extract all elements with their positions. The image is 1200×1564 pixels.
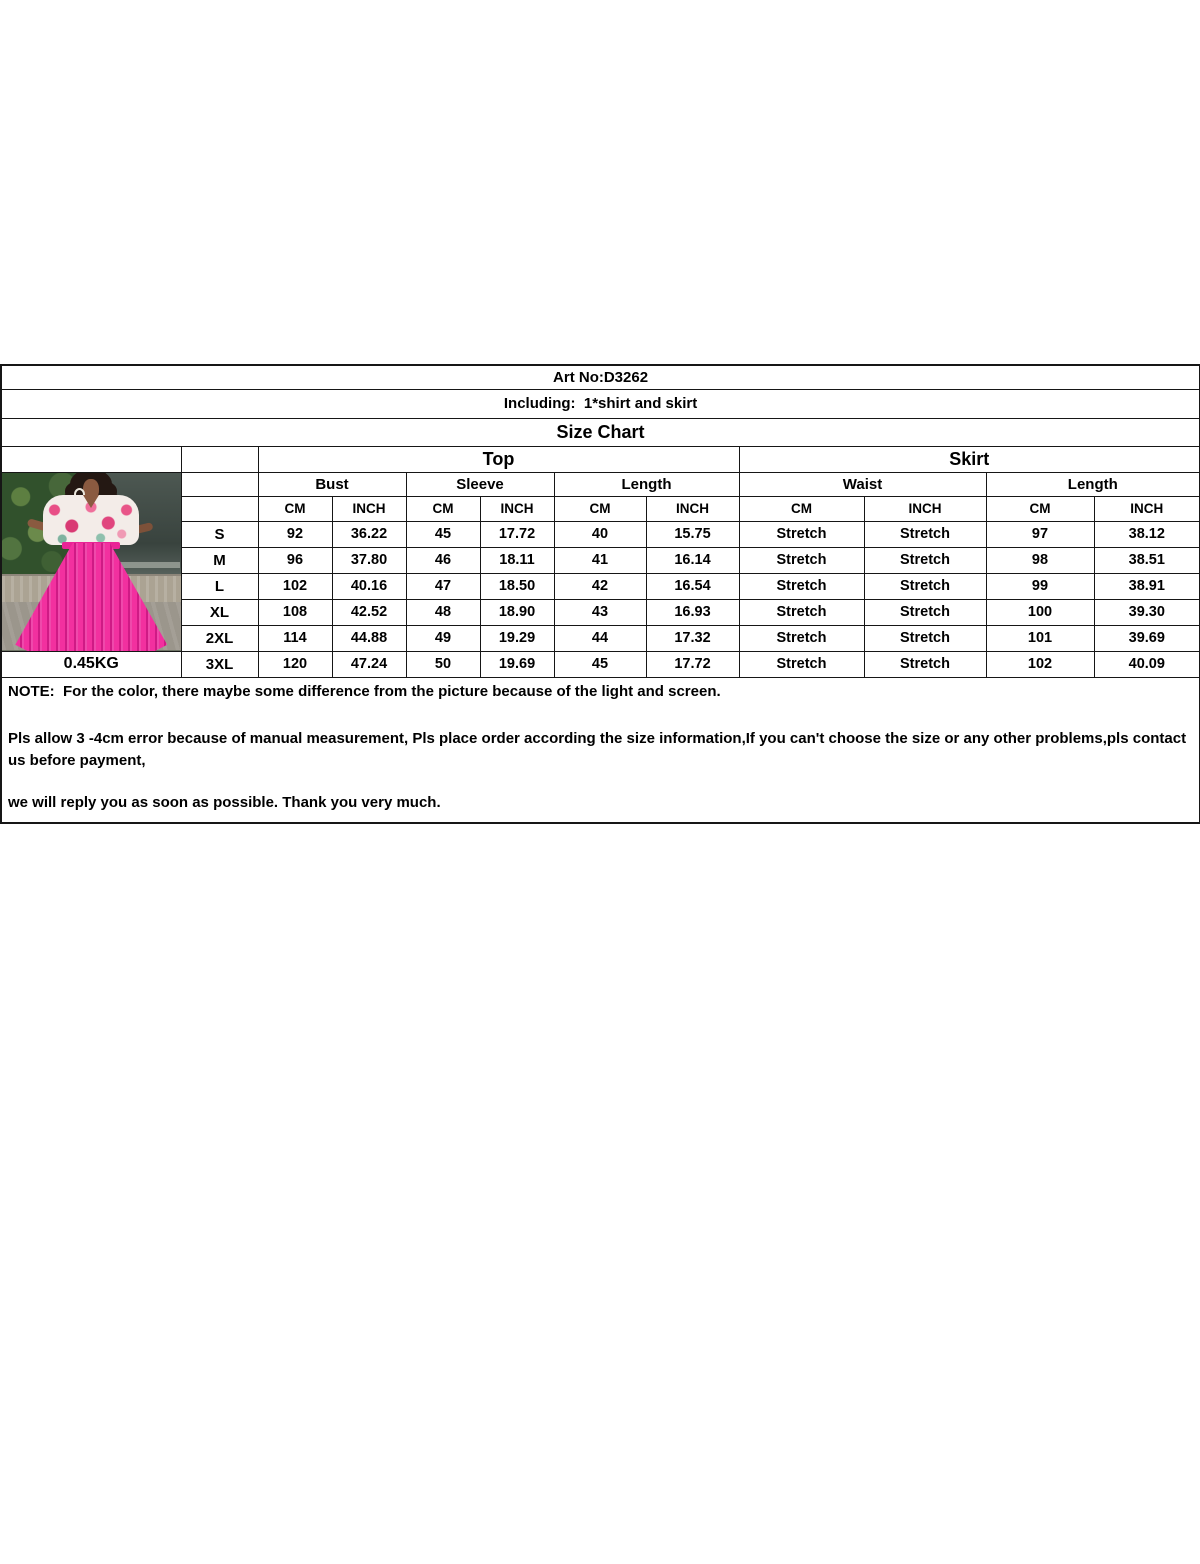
header-skirt-length: Length bbox=[986, 472, 1200, 496]
cell-skirt-length-inch: 39.69 bbox=[1094, 625, 1200, 651]
cell-sleeve-cm: 47 bbox=[406, 573, 480, 599]
cell-bust-cm: 114 bbox=[258, 625, 332, 651]
unit-skirt-length-inch: INCH bbox=[1094, 496, 1200, 521]
cell-bust-inch: 47.24 bbox=[332, 651, 406, 677]
cell-length-cm: 40 bbox=[554, 521, 646, 547]
header-waist: Waist bbox=[739, 472, 986, 496]
unit-length-inch: INCH bbox=[646, 496, 739, 521]
product-photo-scene bbox=[2, 473, 181, 651]
note-line-3: we will reply you as soon as possible. Thank you very much. bbox=[8, 793, 441, 811]
size-label: L bbox=[181, 573, 258, 599]
photo-blouse-vneck bbox=[83, 495, 99, 508]
cell-length-inch: 17.32 bbox=[646, 625, 739, 651]
cell-waist-cm: Stretch bbox=[739, 625, 864, 651]
cell-sleeve-inch: 18.90 bbox=[480, 599, 554, 625]
cell-skirt-length-cm: 99 bbox=[986, 573, 1094, 599]
size-label: XL bbox=[181, 599, 258, 625]
unit-sleeve-inch: INCH bbox=[480, 496, 554, 521]
unit-bust-inch: INCH bbox=[332, 496, 406, 521]
cell-sleeve-inch: 19.29 bbox=[480, 625, 554, 651]
cell-length-cm: 42 bbox=[554, 573, 646, 599]
cell-waist-cm: Stretch bbox=[739, 547, 864, 573]
header-bust: Bust bbox=[258, 472, 406, 496]
size-chart-title-row bbox=[1, 418, 1200, 446]
photo-column-spacer bbox=[1, 446, 181, 472]
size-row-3xl bbox=[1, 651, 1200, 677]
size-label: 2XL bbox=[181, 625, 258, 651]
cell-sleeve-inch: 17.72 bbox=[480, 521, 554, 547]
cell-bust-cm: 120 bbox=[258, 651, 332, 677]
cell-waist-inch: Stretch bbox=[864, 625, 986, 651]
header-top-length: Length bbox=[554, 472, 739, 496]
cell-length-cm: 44 bbox=[554, 625, 646, 651]
cell-waist-cm: Stretch bbox=[739, 599, 864, 625]
cell-bust-cm: 96 bbox=[258, 547, 332, 573]
cell-sleeve-inch: 19.69 bbox=[480, 651, 554, 677]
measures-row bbox=[1, 472, 1200, 496]
cell-skirt-length-cm: 98 bbox=[986, 547, 1094, 573]
cell-bust-inch: 36.22 bbox=[332, 521, 406, 547]
product-photo bbox=[1, 472, 181, 651]
cell-skirt-length-inch: 38.12 bbox=[1094, 521, 1200, 547]
size-label: 3XL bbox=[181, 651, 258, 677]
cell-sleeve-cm: 49 bbox=[406, 625, 480, 651]
cell-waist-cm: Stretch bbox=[739, 573, 864, 599]
cell-sleeve-cm: 45 bbox=[406, 521, 480, 547]
cell-length-inch: 16.93 bbox=[646, 599, 739, 625]
cell-skirt-length-cm: 97 bbox=[986, 521, 1094, 547]
cell-length-inch: 15.75 bbox=[646, 521, 739, 547]
cell-length-cm: 43 bbox=[554, 599, 646, 625]
cell-waist-cm: Stretch bbox=[739, 651, 864, 677]
note-block bbox=[1, 677, 1200, 823]
size-chart-title: Size Chart bbox=[1, 418, 1200, 446]
note-line-2: Pls allow 3 -4cm error because of manual measurement, Pls place order according the size information,If you can't choose the size or any other problems,pls contact us before payment, bbox=[8, 729, 1191, 769]
section-top: Top bbox=[258, 446, 739, 472]
cell-bust-cm: 108 bbox=[258, 599, 332, 625]
cell-bust-inch: 37.80 bbox=[332, 547, 406, 573]
cell-skirt-length-inch: 38.51 bbox=[1094, 547, 1200, 573]
cell-bust-cm: 102 bbox=[258, 573, 332, 599]
unit-length-cm: CM bbox=[554, 496, 646, 521]
size-column-spacer bbox=[181, 496, 258, 521]
cell-skirt-length-cm: 100 bbox=[986, 599, 1094, 625]
cell-waist-cm: Stretch bbox=[739, 521, 864, 547]
unit-sleeve-cm: CM bbox=[406, 496, 480, 521]
product-weight: 0.45KG bbox=[1, 651, 181, 677]
cell-skirt-length-cm: 101 bbox=[986, 625, 1094, 651]
including-row bbox=[1, 389, 1200, 418]
cell-waist-inch: Stretch bbox=[864, 521, 986, 547]
cell-sleeve-inch: 18.50 bbox=[480, 573, 554, 599]
cell-waist-inch: Stretch bbox=[864, 573, 986, 599]
note-row bbox=[1, 677, 1200, 823]
art-no-row bbox=[1, 365, 1200, 389]
size-column-spacer bbox=[181, 446, 258, 472]
cell-skirt-length-cm: 102 bbox=[986, 651, 1094, 677]
sections-row bbox=[1, 446, 1200, 472]
cell-skirt-length-inch: 38.91 bbox=[1094, 573, 1200, 599]
cell-bust-cm: 92 bbox=[258, 521, 332, 547]
cell-sleeve-cm: 46 bbox=[406, 547, 480, 573]
cell-length-inch: 17.72 bbox=[646, 651, 739, 677]
cell-bust-inch: 40.16 bbox=[332, 573, 406, 599]
including: Including: 1*shirt and skirt bbox=[1, 389, 1200, 418]
art-no: Art No:D3262 bbox=[1, 365, 1200, 389]
cell-sleeve-cm: 48 bbox=[406, 599, 480, 625]
cell-waist-inch: Stretch bbox=[864, 547, 986, 573]
cell-length-cm: 45 bbox=[554, 651, 646, 677]
section-skirt: Skirt bbox=[739, 446, 1200, 472]
cell-skirt-length-inch: 39.30 bbox=[1094, 599, 1200, 625]
size-column-spacer bbox=[181, 472, 258, 496]
cell-sleeve-inch: 18.11 bbox=[480, 547, 554, 573]
cell-length-cm: 41 bbox=[554, 547, 646, 573]
unit-bust-cm: CM bbox=[258, 496, 332, 521]
cell-waist-inch: Stretch bbox=[864, 651, 986, 677]
cell-length-inch: 16.54 bbox=[646, 573, 739, 599]
unit-waist-cm: CM bbox=[739, 496, 864, 521]
unit-skirt-length-cm: CM bbox=[986, 496, 1094, 521]
unit-waist-inch: INCH bbox=[864, 496, 986, 521]
note-line-1: NOTE: For the color, there maybe some difference from the picture because of the light and screen. bbox=[8, 682, 721, 700]
size-label: M bbox=[181, 547, 258, 573]
cell-waist-inch: Stretch bbox=[864, 599, 986, 625]
cell-length-inch: 16.14 bbox=[646, 547, 739, 573]
size-chart-table bbox=[0, 364, 1200, 824]
cell-bust-inch: 42.52 bbox=[332, 599, 406, 625]
cell-bust-inch: 44.88 bbox=[332, 625, 406, 651]
size-label: S bbox=[181, 521, 258, 547]
cell-sleeve-cm: 50 bbox=[406, 651, 480, 677]
header-sleeve: Sleeve bbox=[406, 472, 554, 496]
cell-skirt-length-inch: 40.09 bbox=[1094, 651, 1200, 677]
